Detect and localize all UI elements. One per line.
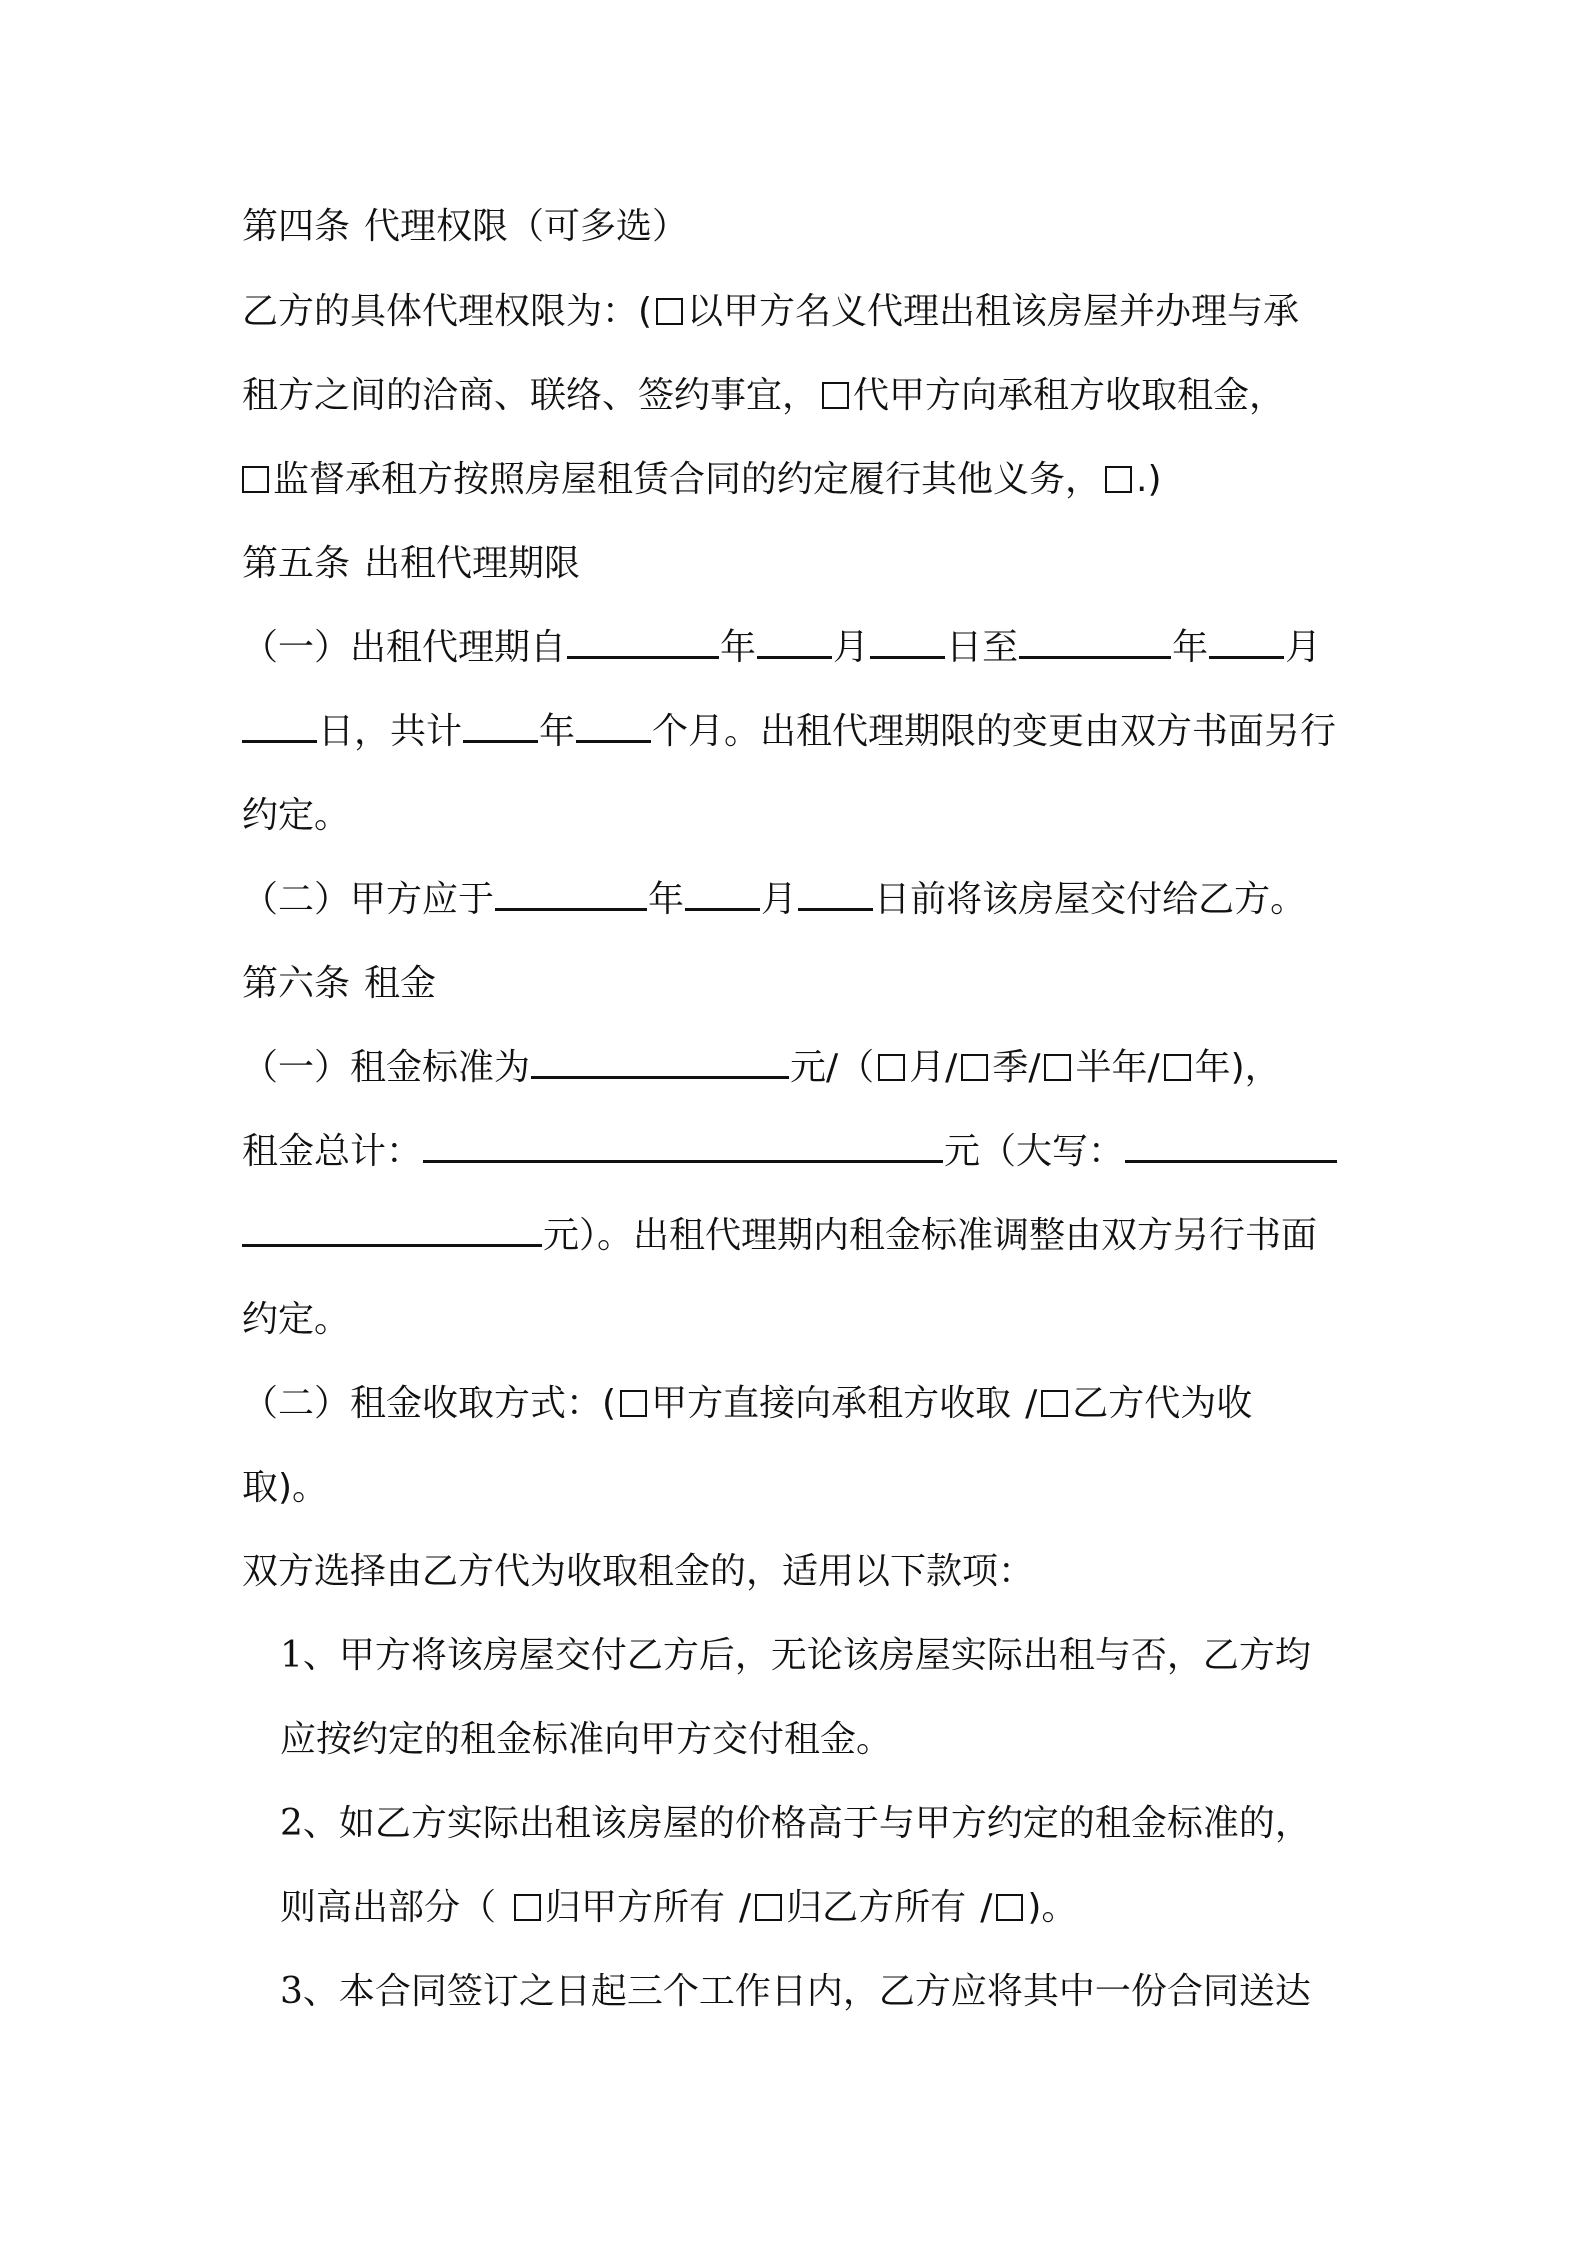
checkbox-surplus-other[interactable]: [996, 1894, 1023, 1921]
total-years-unit: 年: [539, 711, 576, 752]
agent-collection-label: 乙方代为收: [1072, 1383, 1253, 1424]
rent-total-capital-blank-cont[interactable]: [242, 1212, 542, 1247]
end-day-blank[interactable]: [242, 708, 317, 743]
checkbox-per-month[interactable]: [878, 1054, 905, 1081]
clause-2-line-1: [280, 1800, 1311, 1848]
start-day-to: 日至: [946, 627, 1019, 668]
article-6-para-1-line-3: [242, 1212, 1317, 1260]
agency-period-lead: 出租代理期自: [350, 627, 567, 668]
clause-1-line-2: [280, 1716, 892, 1764]
article-5-title: 出租代理期限: [364, 543, 581, 584]
clause-2-num: 2、: [280, 1803, 339, 1844]
article-4-line-2: [242, 372, 1285, 420]
agent-collection-intro: [242, 1548, 1034, 1596]
checkbox-per-year[interactable]: [1164, 1054, 1191, 1081]
article-5-para-2: [242, 876, 1306, 924]
per-month-label: 月/: [909, 1047, 958, 1088]
checkbox-collect-rent[interactable]: [822, 382, 849, 409]
total-years-blank[interactable]: [463, 708, 538, 743]
article-5-para-1-line-2: [242, 708, 1336, 756]
clause-2-text: 如乙方实际出租该房屋的价格高于与甲方约定的租金标准的，: [338, 1803, 1311, 1844]
surplus-party-b-label: 归乙方所有: [786, 1887, 967, 1928]
start-day-blank[interactable]: [870, 624, 945, 659]
article-6-para-2-num: （二）: [242, 1383, 351, 1424]
rent-total-capital-lead: 元（大写：: [944, 1131, 1125, 1172]
start-month-unit: 月: [833, 627, 870, 668]
collection-method-lead: 租金收取方式：(: [350, 1383, 617, 1424]
option-supervise-tenant-text: 监督承租方按照房屋租赁合同的约定履行其他义务，: [273, 459, 1102, 500]
rent-total-capital-blank[interactable]: [1125, 1128, 1337, 1163]
end-year-unit: 年: [1172, 627, 1209, 668]
clause-3-line-1: [280, 1968, 1311, 2016]
option-collect-rent-text: 代甲方向承租方收取租金，: [853, 375, 1286, 416]
article-6-title: 租金: [364, 963, 437, 1004]
article-4-line-3: [242, 456, 1162, 504]
article-6-label: 第六条: [242, 963, 351, 1004]
checkbox-agent-collection[interactable]: [1041, 1390, 1068, 1417]
article-4-label: 第四条: [242, 206, 351, 247]
delivery-year-blank[interactable]: [495, 876, 647, 911]
per-year-label: 年)，: [1194, 1047, 1281, 1088]
article-6-para-1-num: （一）: [242, 1047, 351, 1088]
article-5-para-1-line-1: [242, 624, 1321, 672]
total-period-lead: 日，共计: [318, 711, 463, 752]
checkbox-surplus-party-a[interactable]: [514, 1894, 541, 1921]
option-separator: /: [1025, 1383, 1038, 1424]
article-5-para-1-num: （一）: [242, 627, 351, 668]
per-half-year-label: 半年/: [1075, 1047, 1160, 1088]
checkbox-direct-collection[interactable]: [620, 1390, 647, 1417]
checkbox-per-half-year[interactable]: [1044, 1054, 1071, 1081]
total-months-blank[interactable]: [576, 708, 651, 743]
delivery-date-lead: 甲方应于: [350, 879, 495, 920]
checkbox-per-quarter[interactable]: [961, 1054, 988, 1081]
article-6-para-1-line-4: [242, 1296, 350, 1344]
article-5-para-1-line-3: [242, 792, 350, 840]
surplus-end: )。: [1027, 1887, 1078, 1928]
surplus-lead: 则高出部分（: [280, 1887, 497, 1928]
checkbox-other-authority[interactable]: [1105, 466, 1132, 493]
clause-2-line-2: [280, 1884, 1077, 1932]
checkbox-supervise-tenant[interactable]: [242, 466, 269, 493]
checkbox-surplus-party-b[interactable]: [755, 1894, 782, 1921]
article-4-title: 代理权限（可多选）: [364, 206, 689, 247]
article-6-para-1-end: 约定。: [242, 1299, 351, 1340]
article-4-lead: 乙方的具体代理权限为：(: [242, 291, 653, 332]
clause-1-num: 1、: [280, 1635, 339, 1676]
delivery-month-blank[interactable]: [685, 876, 760, 911]
delivery-day-blank[interactable]: [798, 876, 873, 911]
option-lease-on-behalf-text: 以甲方名义代理出租该房屋并办理与承: [687, 291, 1300, 332]
article-6-para-2-line-1: [242, 1380, 1252, 1428]
option-separator: /: [980, 1887, 993, 1928]
article-6-para-1-line-2: [242, 1128, 1338, 1176]
end-month-unit: 月: [1285, 627, 1322, 668]
clause-1-text: 甲方将该房屋交付乙方后，无论该房屋实际出租与否，乙方均: [338, 1635, 1311, 1676]
article-6-para-2-line-2: [242, 1464, 328, 1512]
clause-1-line-1: [280, 1632, 1311, 1680]
clause-1-text-cont: 应按约定的租金标准向甲方交付租金。: [280, 1719, 893, 1760]
agent-collection-intro-text: 双方选择由乙方代为收取租金的，适用以下款项：: [242, 1551, 1035, 1592]
article-4-line-1: [242, 288, 1299, 336]
article-4-heading: [242, 203, 688, 251]
article-6-heading: [242, 960, 436, 1008]
checkbox-lease-on-behalf[interactable]: [656, 298, 683, 325]
direct-collection-label: 甲方直接向承租方收取: [651, 1383, 1012, 1424]
delivery-month-unit: 月: [761, 879, 798, 920]
per-quarter-label: 季/: [992, 1047, 1041, 1088]
start-year-unit: 年: [720, 627, 757, 668]
end-month-blank[interactable]: [1209, 624, 1284, 659]
rent-unit-lead: 元/（: [790, 1047, 875, 1088]
option-lease-on-behalf-text-cont: 租方之间的洽商、联络、签约事宜，: [242, 375, 819, 416]
total-months-text: 个月。出租代理期限的变更由双方书面另行: [652, 711, 1337, 752]
rent-adjust-text: 元）。出租代理期内租金标准调整由双方另行书面: [543, 1215, 1318, 1256]
article-5-para-1-end: 约定。: [242, 795, 351, 836]
rent-total-blank[interactable]: [423, 1128, 943, 1163]
start-month-blank[interactable]: [757, 624, 832, 659]
article-5-para-2-num: （二）: [242, 879, 351, 920]
end-year-blank[interactable]: [1019, 624, 1171, 659]
clause-3-num: 3、: [280, 1971, 339, 2012]
rent-standard-lead: 租金标准为: [350, 1047, 531, 1088]
article-5-label: 第五条: [242, 543, 351, 584]
delivery-year-unit: 年: [648, 879, 685, 920]
article-6-para-1-line-1: [242, 1044, 1281, 1092]
delivery-date-end: 日前将该房屋交付给乙方。: [874, 879, 1307, 920]
clause-3-text: 本合同签订之日起三个工作日内，乙方应将其中一份合同送达: [338, 1971, 1311, 2012]
article-5-heading: [242, 540, 580, 588]
start-year-blank[interactable]: [567, 624, 719, 659]
rent-total-lead: 租金总计：: [242, 1131, 423, 1172]
article-4-tail: .): [1136, 459, 1162, 500]
option-separator: /: [739, 1887, 752, 1928]
rent-standard-blank[interactable]: [531, 1044, 789, 1079]
article-6-para-2-end: 取)。: [242, 1467, 329, 1508]
surplus-party-a-label: 归甲方所有: [545, 1887, 726, 1928]
